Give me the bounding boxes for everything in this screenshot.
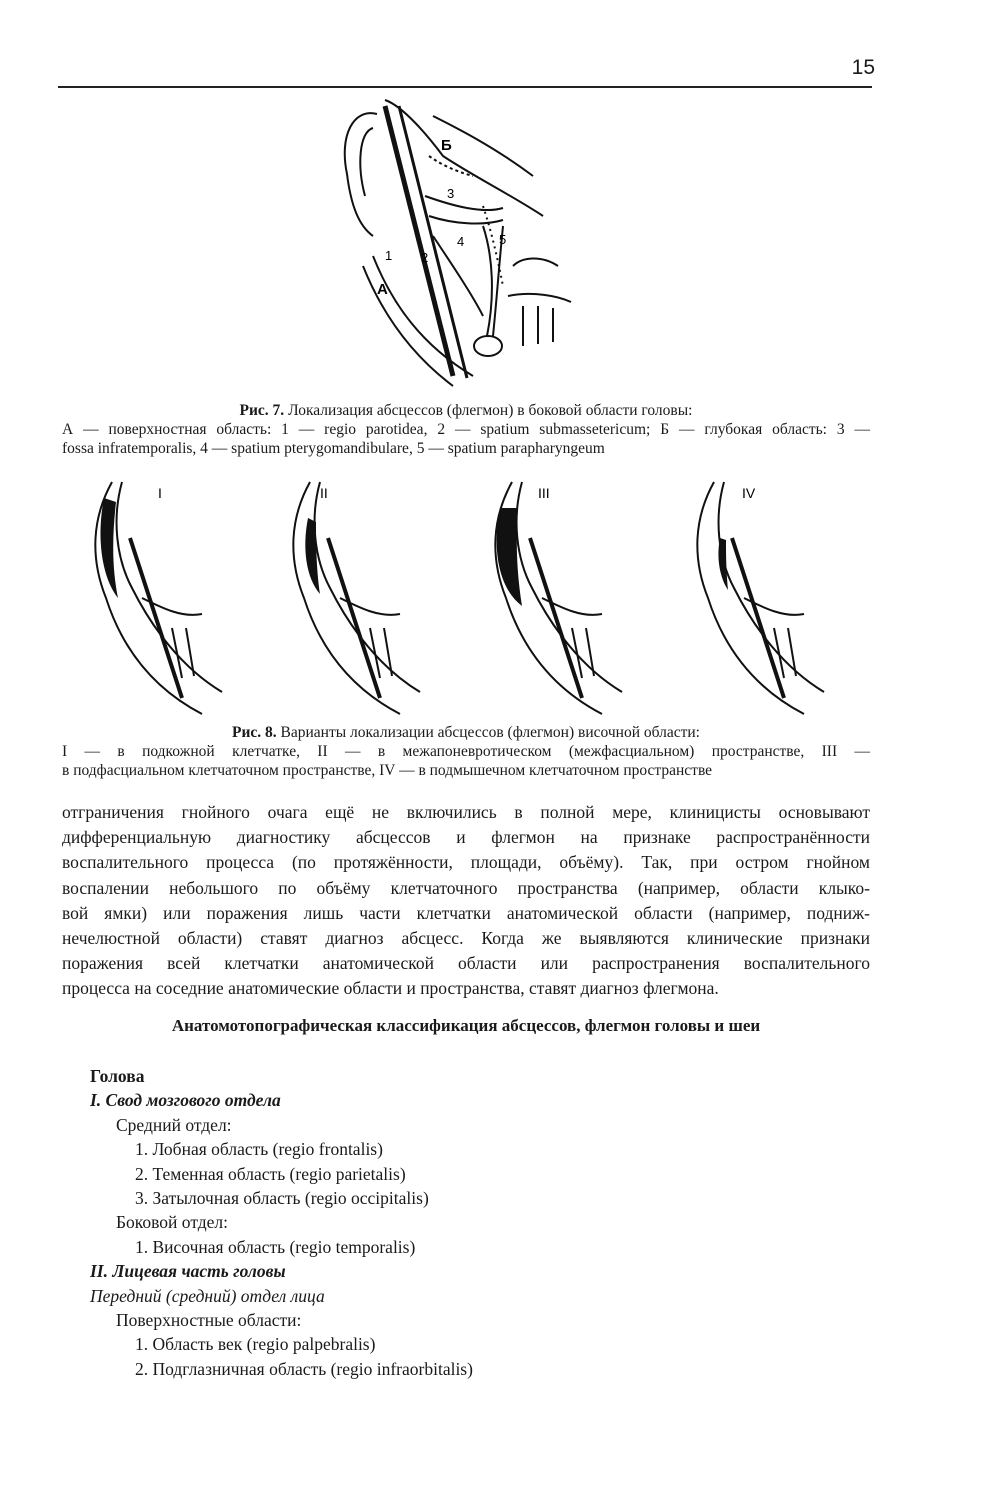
fig8-caption-label: Рис. 8.	[232, 724, 277, 741]
section-heading: Анатомотопографическая классификация абсцессов, флегмон головы и шеи	[171, 1016, 761, 1035]
body-line: поражения всей клетчатки анатомической области или распространения воспалительного	[62, 953, 870, 974]
figure-8-panel-2	[280, 478, 430, 718]
list-item: 2. Подглазничная область (regio infraorbitalis)	[135, 1358, 473, 1379]
fig7-label-5: 5	[499, 232, 507, 247]
figure-7-illustration	[333, 96, 573, 396]
body-line: нечелюстной области) ставят диагноз абсцесс. Когда же выявляются клинические признаки	[62, 928, 870, 949]
figure-7-caption	[62, 401, 870, 458]
list-item: 1. Область век (regio palpebralis)	[135, 1334, 376, 1355]
fig7-caption-line1: А — поверхностная область: 1 — regio parotidea, 2 — spatium submassetericum; Б — глубокая область: 3 —	[62, 421, 870, 438]
fig7-label-4: 4	[457, 234, 465, 249]
middle-division: Средний отдел:	[116, 1114, 232, 1135]
fig8-panel-1-label: I	[158, 485, 162, 501]
page-number: 15	[851, 56, 875, 79]
fig7-label-1: 1	[385, 248, 393, 263]
fig7-label-b: Б	[441, 137, 452, 154]
body-line: дифференциальную диагностику абсцессов и флегмон на признаке распространённости	[62, 827, 870, 848]
body-line: воспалении небольшого по объёму клетчаточного пространства (например, области клыко-	[62, 877, 870, 898]
list-item: 2. Теменная область (regio parietalis)	[135, 1163, 406, 1184]
fig8-panel-2-label: II	[320, 485, 328, 501]
part-2-heading: II. Лицевая часть головы	[90, 1261, 286, 1282]
figure-8-panel-4	[684, 478, 834, 718]
body-line: отграничения гнойного очага ещё не включились в полной мере, клиницисты основывают	[62, 802, 870, 822]
fig8-panel-3-label: III	[538, 485, 550, 501]
fig8-caption-line1: I — в подкожной клетчатке, II — в межапоневротическом (межфасциальном) пространстве, III —	[62, 743, 870, 760]
fig7-caption-label: Рис. 7.	[239, 402, 285, 419]
header-rule	[58, 86, 872, 88]
part-1-heading: I. Свод мозгового отдела	[90, 1090, 281, 1111]
fig7-label-a: А	[377, 281, 388, 298]
body-line: воспалительного процесса (по протяжённости, площади, объёму). Так, при остром гнойном	[62, 852, 870, 873]
figure-8-panel-3	[482, 478, 632, 718]
body-line: вой ямки) или поражения лишь части клетчатки анатомической области (например, подниж-	[62, 902, 870, 923]
surface-areas: Поверхностные области:	[116, 1310, 302, 1331]
fig8-panel-4-label: IV	[742, 485, 756, 501]
list-item: 1. Лобная область (regio frontalis)	[135, 1139, 383, 1160]
list-item: 3. Затылочная область (regio occipitalis)	[135, 1188, 429, 1209]
body-paragraph	[62, 800, 870, 1002]
classification-list	[90, 1064, 473, 1381]
list-item: 1. Височная область (regio temporalis)	[135, 1236, 416, 1257]
head-heading: Голова	[90, 1066, 145, 1086]
fig8-caption-title: Варианты локализации абсцессов (флегмон) височной области:	[276, 724, 700, 741]
body-line: процесса на соседние анатомические области и пространства, ставят диагноз флегмона.	[62, 978, 719, 999]
fig7-caption-line2: fossa infratemporalis, 4 — spatium pterygomandibulare, 5 — spatium parapharyngeum	[62, 440, 605, 457]
fig7-label-3: 3	[447, 186, 455, 201]
fig7-label-2: 2	[421, 250, 429, 265]
figure-8-panel-1	[82, 478, 232, 718]
fig8-caption-line2: в подфасциальном клетчаточном пространстве, IV — в подмышечном клетчаточном пространстве	[62, 762, 713, 779]
front-division: Передний (средний) отдел лица	[90, 1285, 325, 1306]
fig7-caption-title: Локализация абсцессов (флегмон) в боковой области головы:	[284, 402, 693, 419]
figure-8-caption	[62, 723, 870, 780]
lateral-division: Боковой отдел:	[116, 1212, 228, 1233]
